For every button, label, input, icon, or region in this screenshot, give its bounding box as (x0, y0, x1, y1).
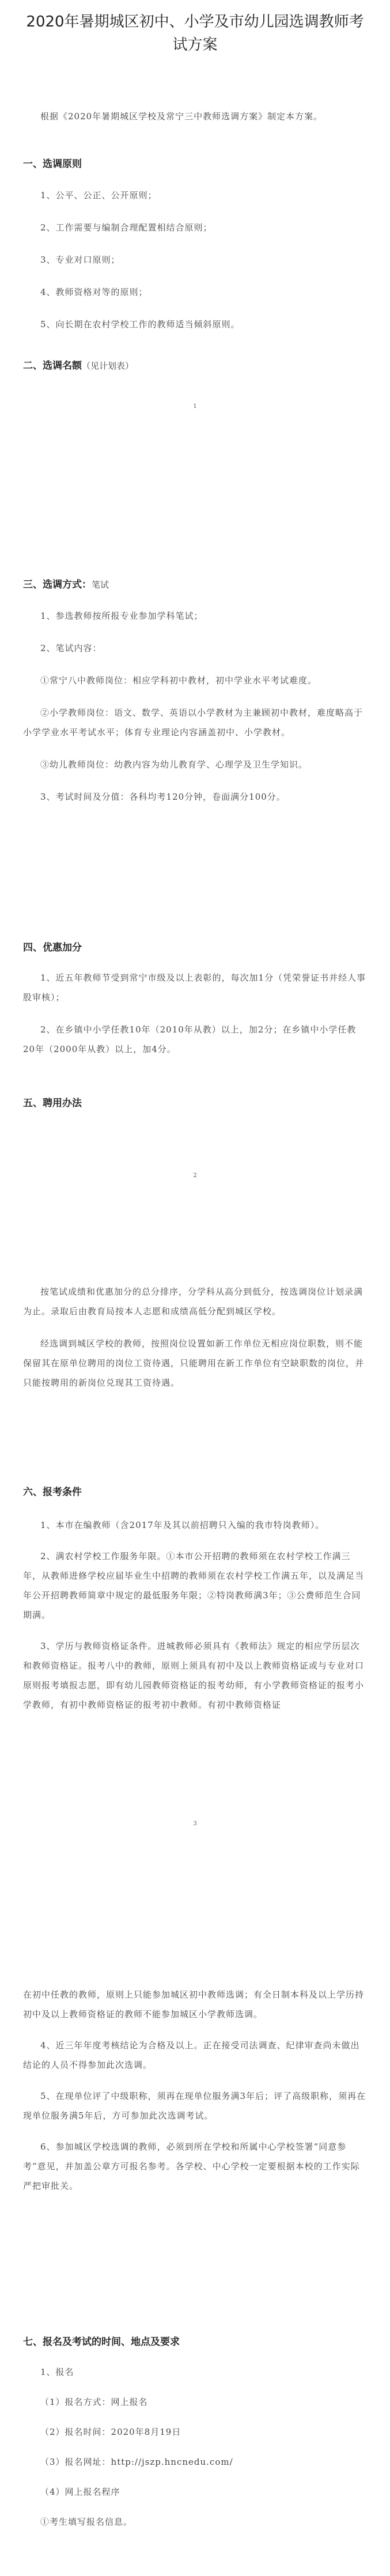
section-registration (0, 2333, 390, 2351)
section-heading-text: 二、选调名额 (23, 360, 82, 372)
registration-details (0, 2362, 390, 2532)
section-heading: 五、聘用办法 (23, 1098, 82, 1109)
paragraph: 2、满农村学校工作服务年限。①本市公开招聘的教师须在农村学校工作满三年，从教师进修学校应届毕业生中招聘的教师须在农村学校工作满五年，以及满足当年公开招聘教师简章中规定的最低服务年限；②特岗教师满3年；③公费师范生合同期满。 (23, 1551, 365, 1620)
list-item: 1、公平、公正、公开原则； (40, 190, 157, 201)
conditions-paragraphs-a (0, 1515, 390, 1715)
document-title: 2020年暑期城区初中、小学及市幼儿园选调教师考试方案 (26, 13, 364, 54)
section-method (0, 576, 390, 593)
section-bonus (0, 939, 390, 956)
section-heading: 六、报考条件 (23, 1486, 82, 1498)
registration-url[interactable]: （3）报名网址：http://jszp.hncnedu.com/ (40, 2457, 233, 2467)
paragraph: 按笔试成绩和优惠加分的总分排序，分学科从高分到低分，按选调岗位计划录满为止。录取后由教育局按本人志愿和成绩高低分配到城区学校。 (23, 1287, 364, 1317)
section-quota (0, 357, 390, 375)
section-heading-text: 三、选调方式： (23, 579, 92, 591)
paragraph: 1、本市在编教师（含2017年及其以前招聘只入编的我市特岗教师）。 (40, 1520, 325, 1530)
page-number: 2 (193, 1172, 197, 1179)
paragraph: 3、学历与教师资格证条件。进城教师必须具有《教师法》规定的相应学历层次和教师资格证。报考八中的教师，原则上须具有初中及以上教师资格证或与专业对口原则报考填报志愿，即有幼儿园教师资格证的报考幼师，有小学教师资格证的报考小学教师，有初中教师资格证的报考初中教师。有初中教师资格证 (23, 1641, 365, 1710)
section-principles (0, 156, 390, 173)
paragraph: （4）网上报名程序 (40, 2487, 120, 2497)
list-item: 5、向长期在农村学校工作的教师适当倾斜原则。 (40, 319, 240, 330)
paragraph: ②小学教师岗位：语文、数学、英语以小学教材为主兼顾初中教材，难度略高于小学学业水平考试水平；体育专业理论内容涵盖初中、小学教材。 (23, 708, 364, 737)
hiring-paragraphs (0, 1282, 390, 1393)
paragraph: 1、参选教师按所报专业参加学科笔试； (40, 611, 203, 621)
section-heading: 四、优惠加分 (23, 942, 82, 954)
intro-paragraph: 根据《2020年暑期城区学校及常宁三中教师选调方案》制定本方案。 (40, 111, 323, 122)
intro-section (0, 107, 390, 126)
list-item: 4、教师资格对等的原则； (40, 287, 148, 297)
paragraph: 1、报名 (40, 2367, 74, 2377)
paragraph: 3、考试时间及分值：各科均考120分钟，卷面满分100分。 (40, 792, 286, 802)
paragraph: （1）报名方式：网上报名 (40, 2397, 148, 2407)
paragraph: 经选调到城区学校的教师，按照岗位设置如新工作单位无相应岗位职数，则不能保留其在原单位聘用的岗位工资待遇，只能聘用在新工作单位有空缺职数的岗位，并只能按聘用的新岗位兑现其工资待遇。 (23, 1338, 365, 1388)
section-hiring (0, 1095, 390, 1112)
list-item: 2、工作需要与编制合理配置相结合原则； (40, 222, 213, 233)
section-heading: 七、报名及考试的时间、地点及要求 (23, 2336, 180, 2348)
paragraph: 5、在现单位评了中级职称，须再在现单位服务满3年后；评了高级职称，须再在现单位服务满5年后，方可参加此次选调考试。 (23, 2091, 366, 2121)
paragraph: 6、参加城区学校选调的教师，必须到所在学校和所属中心学校签署“同意参考”意见，并加盖公章方可报名参考。各学校、中心学校一定要根据本校的工作实际严把审批关。 (23, 2142, 360, 2191)
page-number: 3 (193, 1821, 197, 1827)
paragraph: 2、笔试内容： (40, 643, 102, 653)
paragraph: ③幼儿教师岗位：幼教内容为幼儿教育学、心理学及卫生学知识。 (40, 759, 308, 770)
paragraph: 1、近五年教师节受到常宁市级及以上表彰的，每次加1分（凭荣誉证书并经人事股审核）； (23, 973, 366, 1003)
conditions-paragraphs-b (0, 1985, 390, 2196)
section-heading (0, 357, 390, 375)
page-number: 1 (193, 403, 197, 410)
method-paragraphs (0, 606, 390, 807)
section-heading (0, 576, 390, 593)
paragraph: ①常宁八中教师岗位：相应学科初中教材，初中学业水平考试难度。 (40, 675, 317, 686)
section-conditions (0, 1484, 390, 1501)
bonus-paragraphs (0, 968, 390, 1059)
list-item: 3、专业对口原则； (40, 255, 120, 265)
paragraph: 2、在乡镇中小学任教10年（2010年从教）以上，加2分；在乡镇中小学任教20年（2000年从教）以上，加4分。 (23, 1024, 357, 1054)
quota-note: （见计划表） (82, 361, 134, 371)
principles-list (0, 186, 390, 334)
paragraph: ①考生填写报名信息。 (40, 2517, 133, 2527)
paragraph: （2）报名时间：2020年8月19日 (40, 2427, 181, 2437)
method-tail: 笔试 (92, 580, 109, 590)
paragraph: 在初中任教的教师，原则上只能参加城区初中教师选调；有全日制本科及以上学历持初中及以上教师资格证的教师不能参加城区小学教师选调。 (23, 1989, 365, 2019)
paragraph: 4、近三年年度考核结论为合格及以上。正在接受司法调查、纪律审查尚未做出结论的人员不得参加此次选调。 (23, 2040, 360, 2070)
section-heading: 一、选调原则 (23, 158, 82, 170)
